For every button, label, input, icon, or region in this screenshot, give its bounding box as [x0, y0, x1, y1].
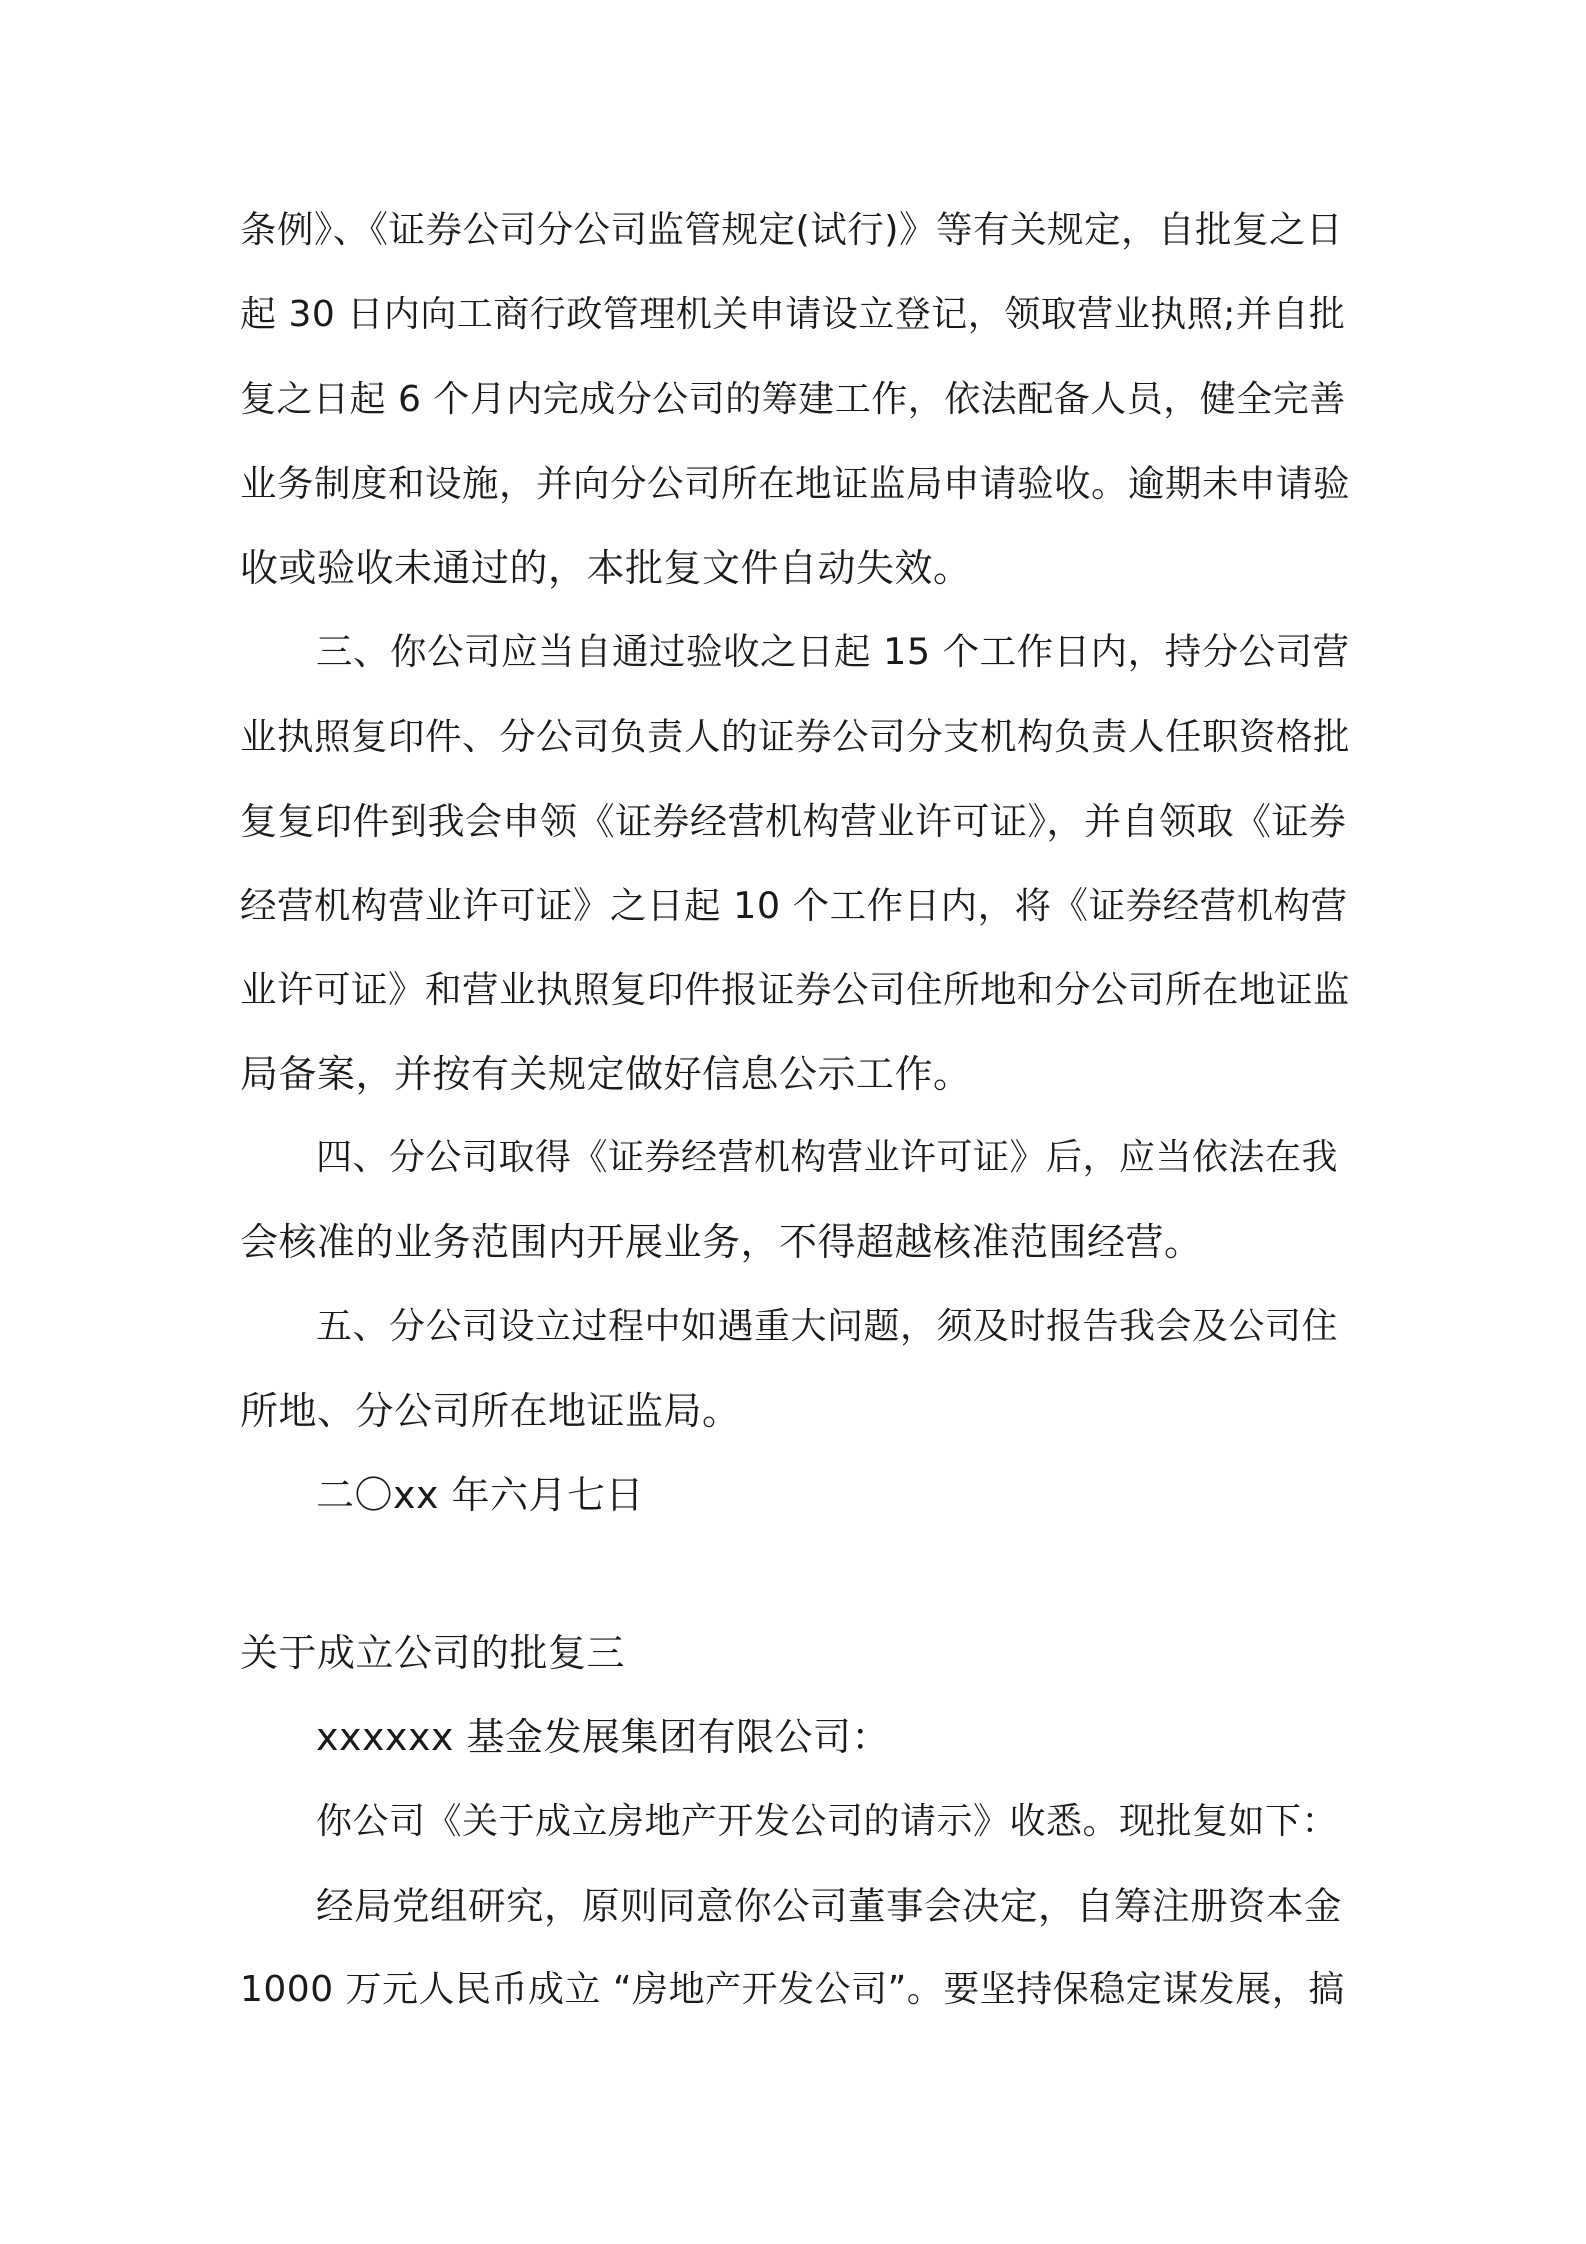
paragraph-line: 经局党组研究，原则同意你公司董事会决定，自筹注册资本金	[316, 1884, 1342, 1928]
paragraph-line: 收或验收未通过的，本批复文件自动失效。	[240, 546, 972, 590]
paragraph-line: 局备案，并按有关规定做好信息公示工作。	[240, 1052, 972, 1096]
paragraph-line: 所地、分公司所在地证监局。	[240, 1389, 741, 1433]
paragraph-line: 复复印件到我会申领《证券经营机构营业许可证》，并自领取《证券	[240, 800, 1347, 843]
paragraph-line: 业执照复印件、分公司负责人的证券公司分支机构负责人任职资格批	[240, 715, 1350, 758]
date-line: 二〇xx 年六月七日	[316, 1473, 645, 1517]
paragraph-line: 条例》、《证券公司分公司监管规定(试行)》等有关规定，自批复之日	[240, 208, 1343, 251]
paragraph-line: 会核准的业务范围内开展业务，不得超越核准范围经营。	[240, 1220, 1203, 1264]
section-title: 关于成立公司的批复三	[240, 1631, 626, 1675]
paragraph-line: 1000 万元人民币成立 “房地产开发公司”。要坚持保稳定谋发展，搞	[240, 1969, 1345, 2010]
paragraph-line: 业务制度和设施，并向分公司所在地证监局申请验收。逾期未申请验	[240, 462, 1350, 505]
paragraph-line: 五、分公司设立过程中如遇重大问题，须及时报告我会及公司住	[316, 1306, 1339, 1347]
paragraph-line: 你公司《关于成立房地产开发公司的请示》收悉。现批复如下：	[316, 1801, 1339, 1842]
paragraph-line: 经营机构营业许可证》之日起 10 个工作日内，将《证券经营机构营	[240, 884, 1348, 927]
addressee-line: xxxxxx 基金发展集团有限公司：	[316, 1715, 891, 1759]
paragraph-line: 四、分公司取得《证券经营机构营业许可证》后，应当依法在我	[316, 1137, 1339, 1178]
paragraph-line: 三、你公司应当自通过验收之日起 15 个工作日内，持分公司营	[316, 630, 1350, 673]
paragraph-line: 起 30 日内向工商行政管理机关申请设立登记，领取营业执照;并自批	[240, 294, 1346, 335]
paragraph-line: 业许可证》和营业执照复印件报证券公司住所地和分公司所在地证监	[240, 968, 1350, 1011]
paragraph-line: 复之日起 6 个月内完成分公司的筹建工作，依法配备人员，健全完善	[240, 379, 1346, 420]
